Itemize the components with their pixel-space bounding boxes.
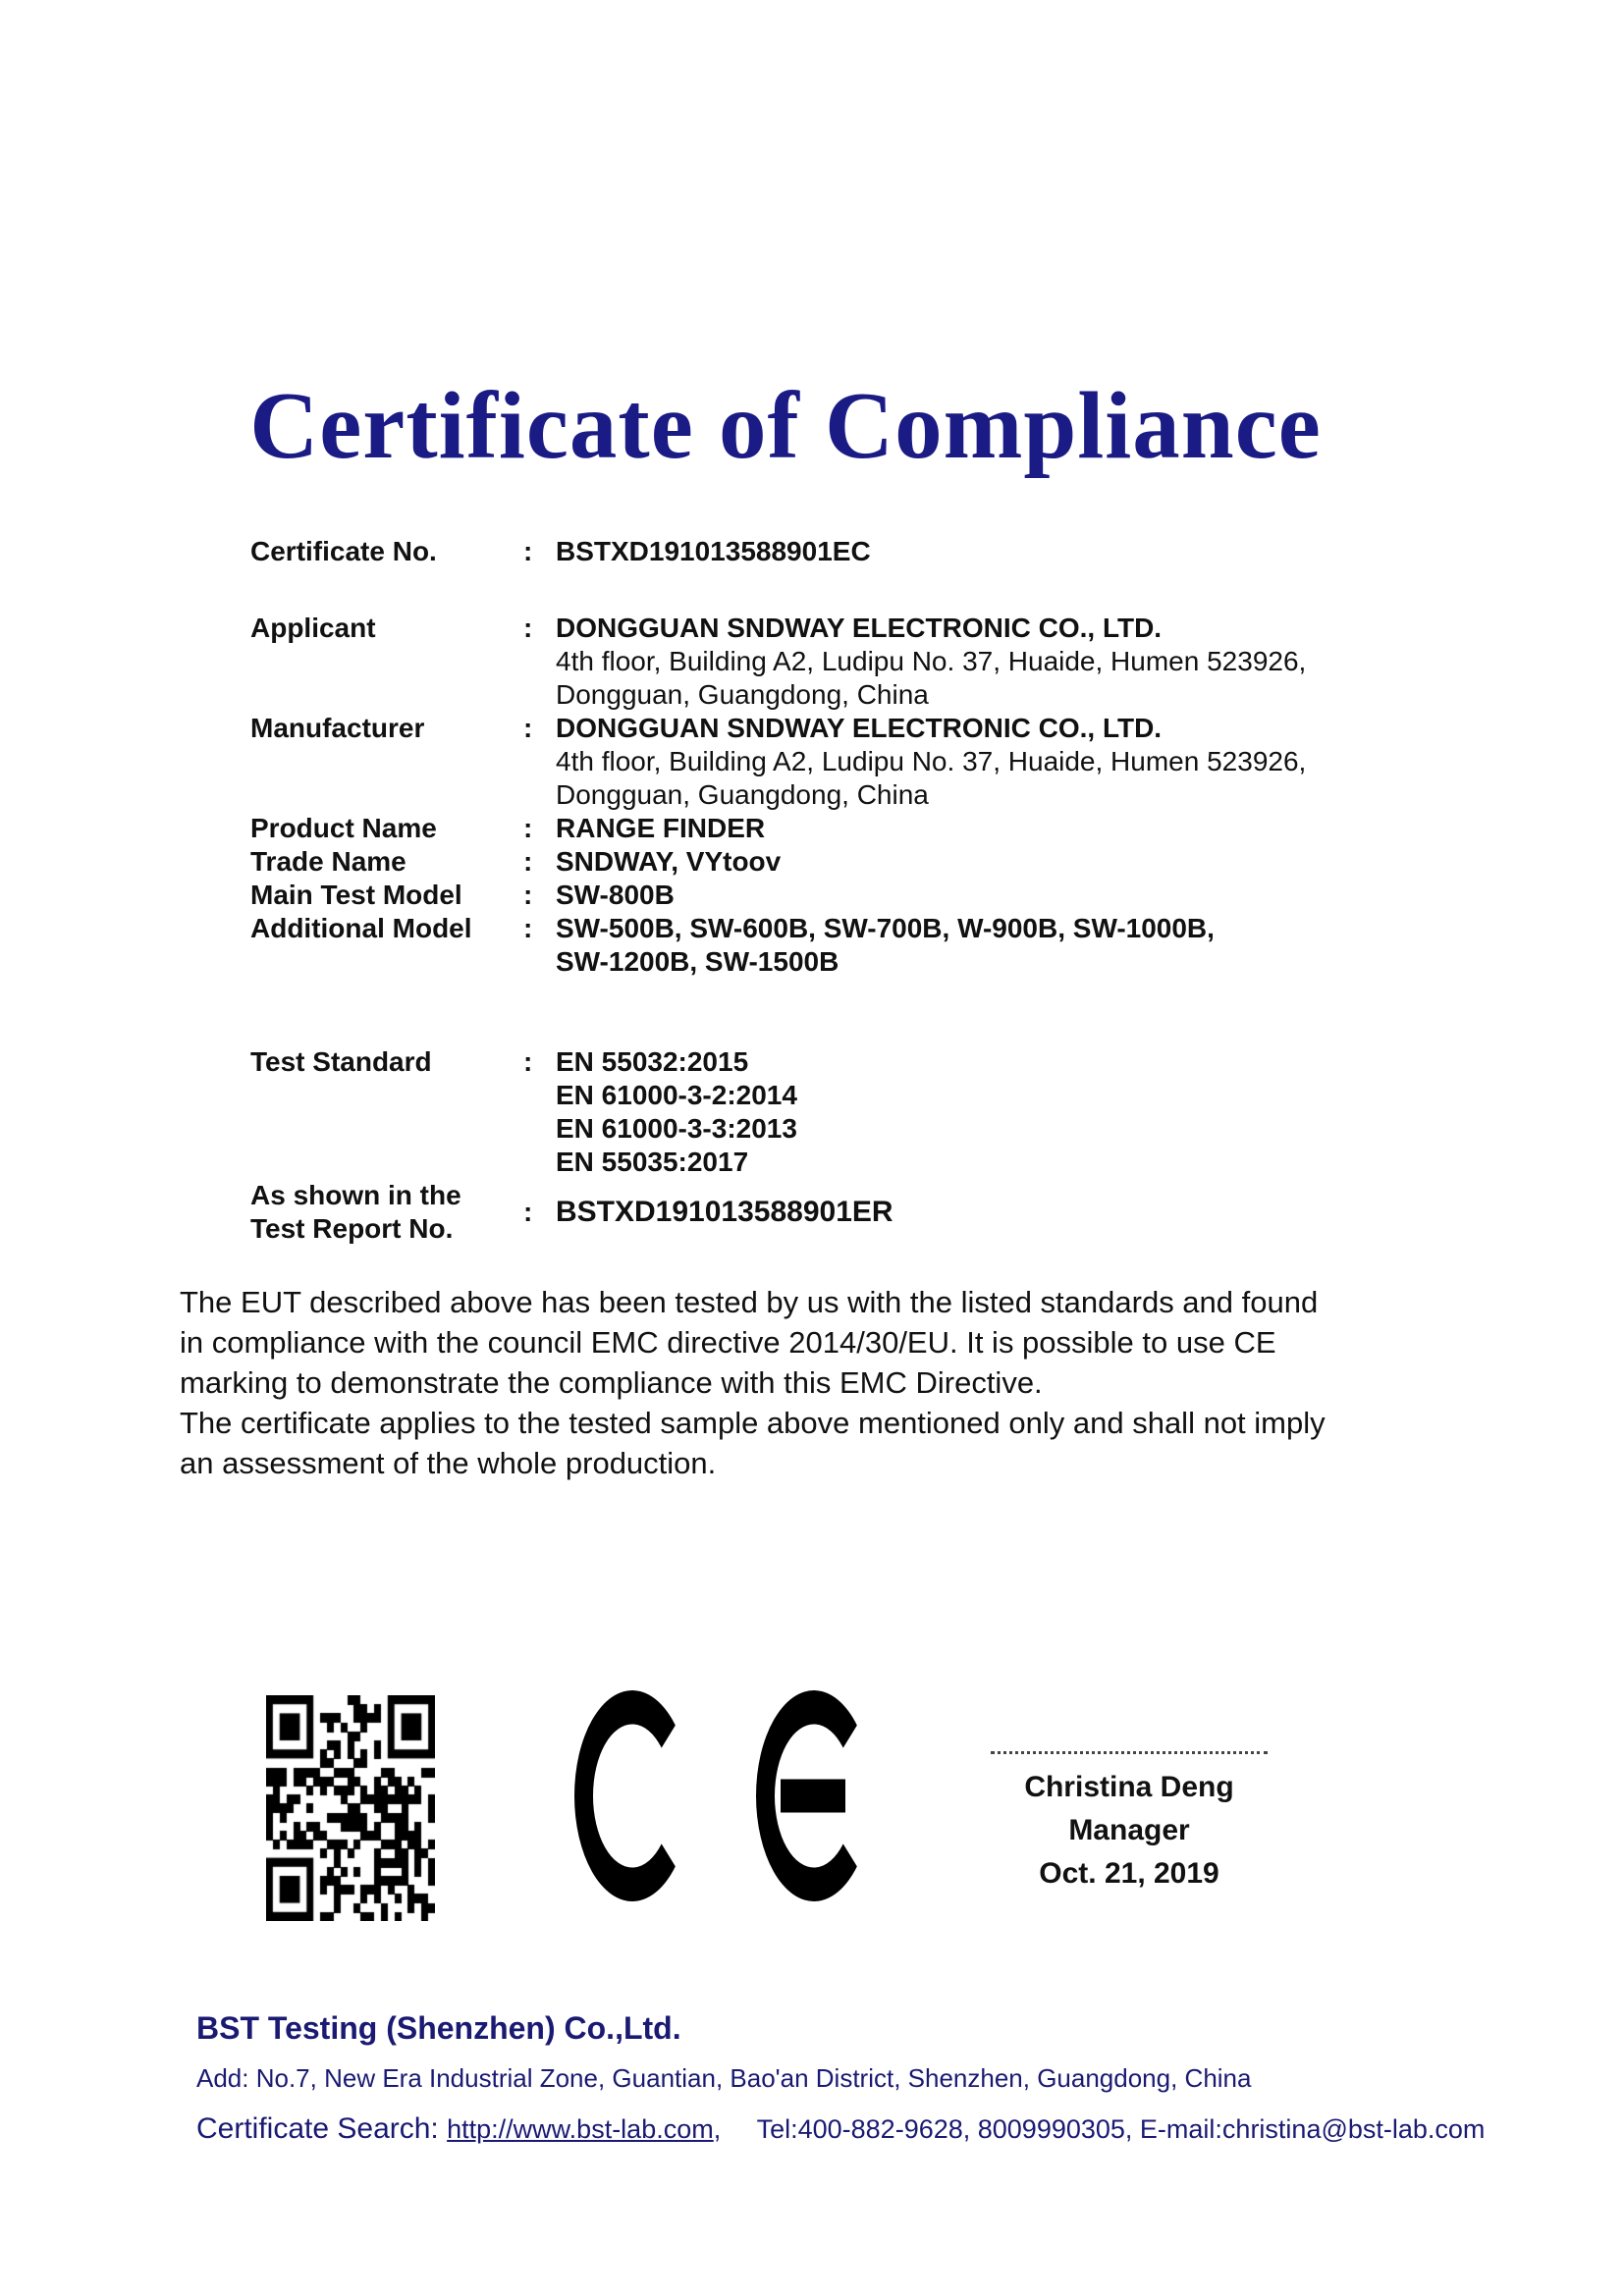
field-colon: : [523, 913, 533, 943]
field-value-line: BSTXD191013588901EC [556, 536, 871, 566]
field-label-applicant: Applicant [250, 613, 376, 643]
certificate-search-label: Certificate Search: [196, 2112, 439, 2145]
field-colon: : [523, 536, 533, 566]
field-value-line: SW-800B [556, 880, 675, 910]
field-value-certificate-no [556, 535, 1488, 568]
field-row-applicant [250, 612, 1488, 712]
field-value-trade-name [556, 845, 1488, 879]
field-label-certificate-no: Certificate No. [250, 536, 437, 566]
field-label-main-test-model: Main Test Model [250, 880, 462, 910]
field-colon: : [523, 813, 533, 843]
field-value-line: Dongguan, Guangdong, China [556, 679, 929, 710]
field-value-additional-model [556, 912, 1488, 979]
issuer-footer [196, 2010, 1502, 2146]
search-url-separator: , [713, 2114, 722, 2144]
field-row-test-report-no [250, 1179, 1488, 1246]
ce-mark-icon [574, 1690, 867, 1902]
statement-line: in compliance with the council EMC directive 2014/30/EU. It is possible to use CE [180, 1325, 1276, 1360]
field-value-manufacturer [556, 712, 1488, 812]
field-label-trade-name: Trade Name [250, 846, 406, 877]
certificate-search-link[interactable]: http://www.bst-lab.com [447, 2114, 714, 2144]
field-value-line: EN 55032:2015 [556, 1046, 749, 1077]
statement-line: marking to demonstrate the compliance with this EMC Directive. [180, 1365, 1043, 1400]
field-colon: : [523, 1046, 533, 1077]
field-label-additional-model: Additional Model [250, 913, 472, 943]
field-colon: : [523, 1197, 533, 1227]
certificate-title: Certificate of Compliance [249, 373, 1322, 478]
field-value-line: 4th floor, Building A2, Ludipu No. 37, Huaide, Humen 523926, [556, 746, 1307, 776]
field-value-line: RANGE FINDER [556, 813, 766, 843]
field-value-line: BSTXD191013588901ER [556, 1196, 893, 1228]
issuer-contact-info: Tel:400-882-9628, 8009990305, E-mail:christina@bst-lab.com [756, 2114, 1486, 2144]
issuer-address: Add: No.7, New Era Industrial Zone, Guantian, Bao'an District, Shenzhen, Guangdong, China [196, 2063, 1252, 2093]
field-row-trade-name [250, 845, 1488, 879]
field-value-line: SNDWAY, VYtoov [556, 846, 782, 877]
field-value-applicant [556, 612, 1488, 712]
field-colon: : [523, 713, 533, 743]
certificate-fields [250, 535, 1488, 1246]
field-row-certificate-no [250, 535, 1488, 568]
field-value-line: SW-1200B, SW-1500B [556, 946, 839, 977]
field-value-product-name [556, 812, 1488, 845]
statement-line: The EUT described above has been tested by us with the listed standards and found [180, 1285, 1319, 1319]
qr-code-icon [266, 1695, 435, 1921]
field-colon: : [523, 880, 533, 910]
field-value-test-report-no [556, 1196, 1488, 1229]
field-value-test-standard [556, 1045, 1488, 1179]
signature-date: Oct. 21, 2019 [1039, 1857, 1219, 1890]
field-row-manufacturer [250, 712, 1488, 812]
field-value-line: EN 61000-3-2:2014 [556, 1080, 797, 1110]
signature-block [987, 1751, 1272, 1896]
compliance-statement [180, 1282, 1427, 1483]
signatory-name: Christina Deng [1024, 1771, 1234, 1803]
field-row-main-test-model [250, 879, 1488, 912]
signatory-role: Manager [1068, 1814, 1190, 1846]
field-value-line: 4th floor, Building A2, Ludipu No. 37, Huaide, Humen 523926, [556, 646, 1307, 676]
certificate-search-line [196, 2112, 1502, 2146]
field-value-line: SW-500B, SW-600B, SW-700B, W-900B, SW-1000B, [556, 913, 1215, 943]
issuer-company-name: BST Testing (Shenzhen) Co.,Ltd. [196, 2010, 681, 2046]
field-value-line: Dongguan, Guangdong, China [556, 779, 929, 810]
statement-line: The certificate applies to the tested sample above mentioned only and shall not imply [180, 1406, 1326, 1440]
field-label-test-report-no: As shown in the Test Report No. [250, 1180, 461, 1244]
field-colon: : [523, 613, 533, 643]
field-label-product-name: Product Name [250, 813, 437, 843]
field-row-additional-model [250, 912, 1488, 979]
signature-dotted-line [991, 1751, 1268, 1754]
field-value-line: EN 61000-3-3:2013 [556, 1113, 797, 1144]
field-value-main-test-model [556, 879, 1488, 912]
statement-line: an assessment of the whole production. [180, 1446, 717, 1480]
field-value-line: DONGGUAN SNDWAY ELECTRONIC CO., LTD. [556, 613, 1163, 643]
field-label-manufacturer: Manufacturer [250, 713, 425, 743]
field-colon: : [523, 846, 533, 877]
field-value-line: DONGGUAN SNDWAY ELECTRONIC CO., LTD. [556, 713, 1163, 743]
field-row-test-standard [250, 1045, 1488, 1179]
field-value-line: EN 55035:2017 [556, 1147, 749, 1177]
field-label-test-standard: Test Standard [250, 1046, 432, 1077]
field-row-product-name [250, 812, 1488, 845]
